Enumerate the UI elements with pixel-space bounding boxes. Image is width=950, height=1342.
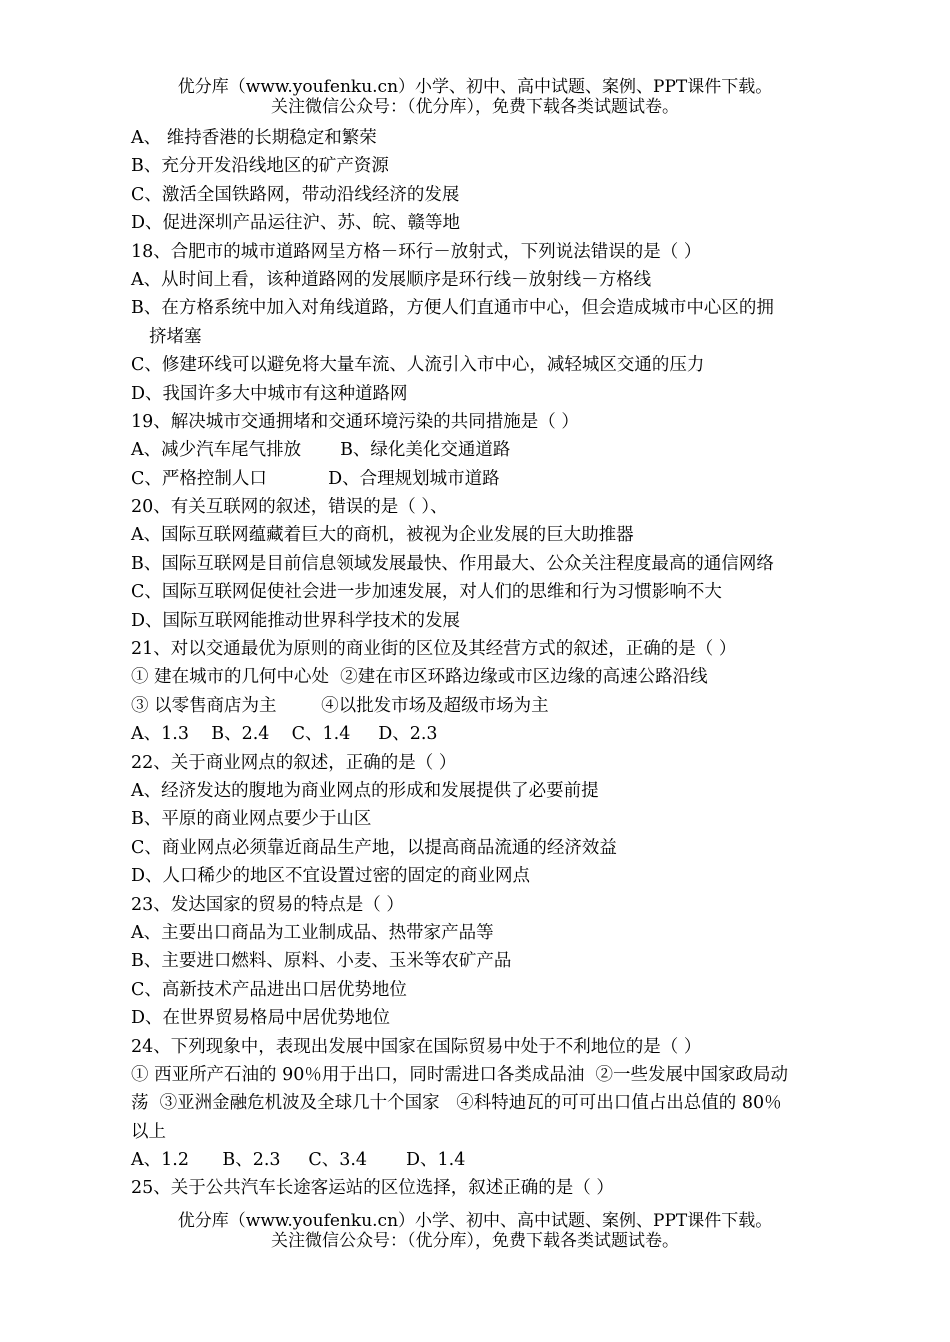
option-line: A、减少汽车尾气排放 B、绿化美化交通道路 <box>131 440 511 461</box>
option-line: B、在方格系统中加入对角线道路，方便人们直通市中心，但会造成城市中心区的拥 <box>131 298 774 319</box>
page-header <box>0 77 950 117</box>
question-20: 20、有关互联网的叙述，错误的是（ ）、 <box>131 497 448 518</box>
page-footer <box>0 1211 950 1251</box>
option-line: C、严格控制人口 D、合理规划城市道路 <box>131 468 500 489</box>
statement-line: ③ 以零售商店为主 ④以批发市场及超级市场为主 <box>131 695 549 716</box>
question-21: 21、对以交通最优为原则的商业街的区位及其经营方式的叙述，正确的是（ ） <box>131 639 737 660</box>
footer-line-2: 关注微信公众号：（优分库），免费下载各类试题试卷。 <box>271 1231 679 1251</box>
option-line: A、 维持香港的长期稳定和繁荣 <box>131 128 377 148</box>
option-line: D、我国许多大中城市有这种道路网 <box>131 383 408 404</box>
option-line: B、充分开发沿线地区的矿产资源 <box>131 156 389 177</box>
answer-choices: A、1.2 B、2.3 C、3.4 D、1.4 <box>131 1150 466 1171</box>
option-line-continued: 挤堵塞 <box>149 326 202 347</box>
option-line: D、人口稀少的地区不宜设置过密的固定的商业网点 <box>131 866 531 887</box>
option-line: C、国际互联网促使社会进一步加速发展，对人们的思维和行为习惯影响不大 <box>131 582 722 603</box>
question-24: 24、下列现象中，表现出发展中国家在国际贸易中处于不利地位的是（ ） <box>131 1036 702 1057</box>
option-line: A、国际互联网蕴藏着巨大的商机，被视为企业发展的巨大助推器 <box>131 525 634 546</box>
option-line: D、在世界贸易格局中居优势地位 <box>131 1008 391 1029</box>
option-line: C、商业网点必须靠近商品生产地，以提高商品流通的经济效益 <box>131 837 617 858</box>
header-line-2: 关注微信公众号：（优分库），免费下载各类试题试卷。 <box>271 97 679 117</box>
statement-line: 荡 ③亚洲金融危机波及全球几十个国家 ④科特迪瓦的可可出口值占出总值的 80％ <box>131 1093 782 1114</box>
answer-choices: A、1.3 B、2.4 C、1.4 D、2.3 <box>131 724 438 745</box>
option-line: D、国际互联网能推动世界科学技术的发展 <box>131 610 461 631</box>
question-18: 18、合肥市的城市道路网呈方格－环行－放射式，下列说法错误的是（ ） <box>131 241 702 262</box>
option-line: A、从时间上看，该种道路网的发展顺序是环行线－放射线－方格线 <box>131 269 652 290</box>
option-line: D、促进深圳产品运往沪、苏、皖、赣等地 <box>131 213 461 234</box>
header-line-1: 优分库（www.youfenku.cn）小学、初中、高中试题、案例、PPT课件下载。 <box>177 77 773 97</box>
statement-line: 以上 <box>131 1121 166 1142</box>
option-line: C、激活全国铁路网，带动沿线经济的发展 <box>131 184 460 205</box>
question-25: 25、关于公共汽车长途客运站的区位选择，叙述正确的是（ ） <box>131 1178 614 1199</box>
question-19: 19、解决城市交通拥堵和交通环境污染的共同措施是（ ） <box>131 411 579 432</box>
statement-line: ① 建在城市的几何中心处 ②建在市区环路边缘或市区边缘的高速公路沿线 <box>131 667 708 688</box>
option-line: C、高新技术产品进出口居优势地位 <box>131 979 407 1000</box>
statement-line: ① 西亚所产石油的 90％用于出口，同时需进口各类成品油 ②一些发展中国家政局动 <box>131 1064 789 1085</box>
option-line: A、主要出口商品为工业制成品、热带家产品等 <box>131 922 494 943</box>
option-line: C、修建环线可以避免将大量车流、人流引入市中心，减轻城区交通的压力 <box>131 355 705 376</box>
question-22: 22、关于商业网点的叙述，正确的是（ ） <box>131 752 457 773</box>
question-body <box>131 124 837 1203</box>
option-line: B、国际互联网是目前信息领域发展最快、作用最大、公众关注程度最高的通信网络 <box>131 553 774 574</box>
footer-line-1: 优分库（www.youfenku.cn）小学、初中、高中试题、案例、PPT课件下载。 <box>177 1211 773 1231</box>
option-line: B、主要进口燃料、原料、小麦、玉米等农矿产品 <box>131 951 512 972</box>
option-line: B、平原的商业网点要少于山区 <box>131 809 372 830</box>
option-line: A、经济发达的腹地为商业网点的形成和发展提供了必要前提 <box>131 780 599 801</box>
question-23: 23、发达国家的贸易的特点是（ ） <box>131 894 404 915</box>
